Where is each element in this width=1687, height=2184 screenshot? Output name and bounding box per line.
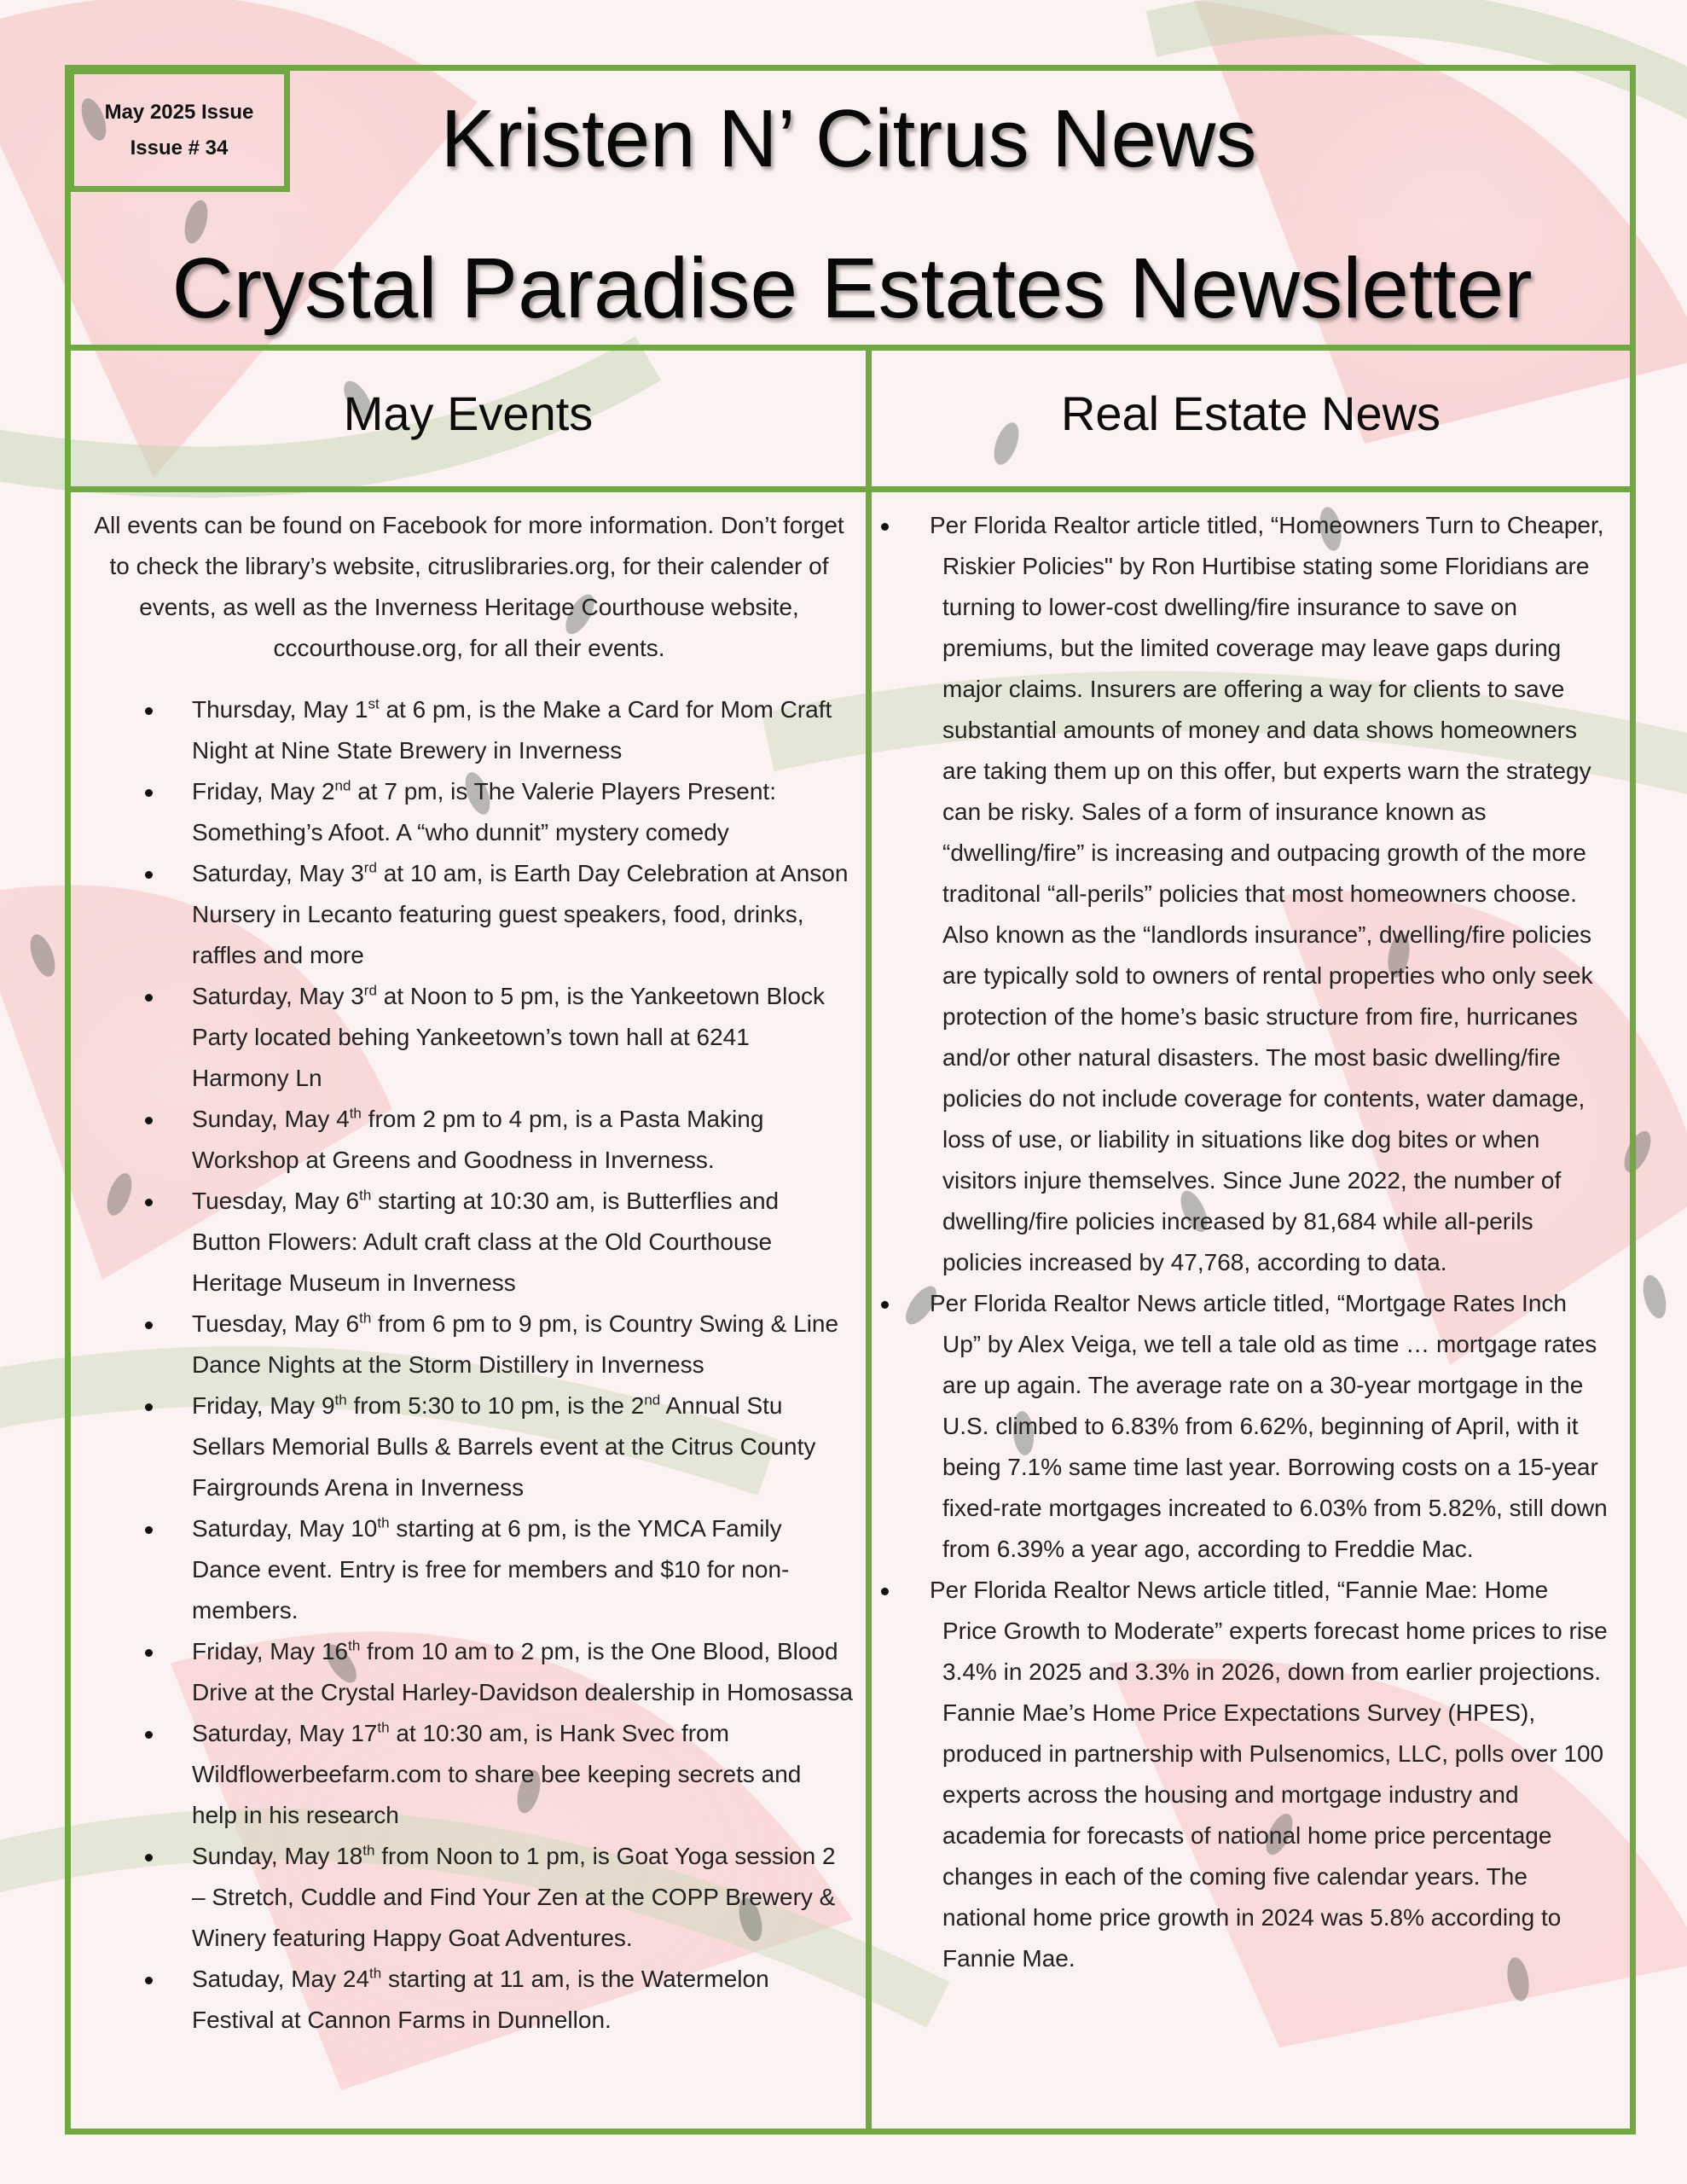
frame-top — [65, 65, 1636, 71]
news-item: Per Florida Realtor News article titled, “Fannie Mae: Home Price Growth to Moderate” experts forecast home prices to rise 3.4% in 2025 and 3.3% in 2026, down from earlier projections. Fannie Mae’s Home Price Expectations Survey (HPES), produced in partnership with Pulsenomics, LLC, polls over 100 experts across the housing and mortgage industry and academia for forecasts of national home price percentage changes in each of the coming five calendar years. The national home price growth in 2024 was 5.8% according to Fannie Mae. — [878, 1570, 1608, 1979]
bullet-icon — [145, 1526, 153, 1534]
column-divider — [866, 345, 872, 2135]
bullet-icon — [145, 1854, 153, 1862]
bullet-icon — [881, 523, 889, 531]
events-heading: May Events — [343, 386, 594, 440]
bullet-icon — [145, 1731, 153, 1739]
event-item: Saturday, May 17th at 10:30 am, is Hank Svec from Wildflowerbeefarm.com to share bee keeping secrets and help in his research — [136, 1713, 853, 1836]
real-estate-heading: Real Estate News — [1060, 386, 1441, 440]
newsletter-title: Kristen N’ Citrus News — [440, 93, 1257, 184]
bullet-icon — [145, 1977, 153, 1984]
event-item: Saturday, May 10th starting at 6 pm, is the YMCA Family Dance event. Entry is free for members and $10 for non-members. — [136, 1508, 853, 1631]
column-header-divider — [65, 486, 1636, 492]
event-item: Satuday, May 24th starting at 11 am, is the Watermelon Festival at Cannon Farms in Dunnellon. — [136, 1959, 853, 2041]
newsletter-subtitle: Crystal Paradise Estates Newsletter — [171, 241, 1533, 336]
event-item: Friday, May 2nd at 7 pm, is The Valerie Players Present: Something’s Afoot. A “who dunnit” mystery comedy — [136, 771, 853, 853]
bullet-icon — [145, 1649, 153, 1657]
header-divider — [65, 345, 1636, 351]
bullet-icon — [145, 789, 153, 797]
events-intro: All events can be found on Facebook for more information. Don’t forget to check the library’s website, citruslibraries.org, for their calender of events, as well as the Inverness Heritage Courthouse website, cccourthouse.org, for all their events. — [94, 512, 844, 661]
real-estate-list — [878, 505, 1608, 1979]
event-item: Tuesday, May 6th from 6 pm to 9 pm, is Country Swing & Line Dance Nights at the Storm Distillery in Inverness — [136, 1304, 853, 1385]
news-item: Per Florida Realtor article titled, “Homeowners Turn to Cheaper, Riskier Policies" by Ron Hurtibise stating some Floridians are turning to lower-cost dwelling/fire insurance to save on premiums, but the limited coverage may leave gaps during major claims. Insurers are offering a way for clients to save substantial amounts of money and data shows homeowners are taking them up on this offer, but experts warn the strategy can be risky. Sales of a form of insurance known as “dwelling/fire” is increasing and outpacing growth of the more traditonal “all-perils” policies that most homeowners choose. Also known as the “landlords insurance”, dwelling/fire policies are typically sold to owners of rental properties who only seek protection of the home’s basic structure from fire, hurricanes and/or other natural disasters. The most basic dwelling/fire policies do not include coverage for contents, water damage, loss of use, or liability in situations like dog bites or when visitors injure themselves. Since June 2022, the number of dwelling/fire policies increased by 81,684 while all-perils policies increased by 47,768, according to data. — [878, 505, 1608, 1283]
bullet-icon — [145, 1321, 153, 1329]
event-item: Saturday, May 3rd at 10 am, is Earth Day Celebration at Anson Nursery in Lecanto featuring guest speakers, food, drinks, raffles and more — [136, 853, 853, 976]
issue-month: May 2025 Issue — [104, 100, 254, 124]
event-item: Friday, May 16th from 10 am to 2 pm, is the One Blood, Blood Drive at the Crystal Harley-Davidson dealership in Homosassa — [136, 1631, 853, 1713]
event-item: Tuesday, May 6th starting at 10:30 am, is Butterflies and Button Flowers: Adult craft class at the Old Courthouse Heritage Museum in Inverness — [136, 1181, 853, 1304]
event-item: Sunday, May 4th from 2 pm to 4 pm, is a Pasta Making Workshop at Greens and Goodness in Inverness. — [136, 1099, 853, 1181]
frame-bottom — [65, 2129, 1636, 2135]
event-item: Sunday, May 18th from Noon to 1 pm, is Goat Yoga session 2 – Stretch, Cuddle and Find Your Zen at the COPP Brewery & Winery featuring Happy Goat Adventures. — [136, 1836, 853, 1959]
bullet-icon — [145, 871, 153, 879]
frame-right — [1630, 65, 1636, 2135]
bullet-icon — [881, 1301, 889, 1309]
events-list — [136, 689, 853, 2041]
event-item: Friday, May 9th from 5:30 to 10 pm, is the 2nd Annual Stu Sellars Memorial Bulls & Barrels event at the Citrus County Fairgrounds Arena in Inverness — [136, 1385, 853, 1508]
event-item: Thursday, May 1st at 6 pm, is the Make a Card for Mom Craft Night at Nine State Brewery in Inverness — [136, 689, 853, 771]
bullet-icon — [145, 994, 153, 1002]
bullet-icon — [145, 707, 153, 715]
bullet-icon — [145, 1199, 153, 1206]
bullet-icon — [881, 1588, 889, 1595]
bullet-icon — [145, 1117, 153, 1124]
bullet-icon — [145, 1403, 153, 1411]
issue-box — [68, 68, 290, 192]
event-item: Saturday, May 3rd at Noon to 5 pm, is the Yankeetown Block Party located behing Yankeetown’s town hall at 6241 Harmony Ln — [136, 976, 853, 1099]
frame-left — [65, 65, 71, 2135]
news-item: Per Florida Realtor News article titled, “Mortgage Rates Inch Up” by Alex Veiga, we tell a tale old as time … mortgage rates are up again. The average rate on a 30-year mortgage in the U.S. climbed to 6.83% from 6.62%, beginning of April, with it being 7.1% same time last year. Borrowing costs on a 15-year fixed-rate mortgages increated to 6.03% from 5.82%, still down from 6.39% a year ago, according to Freddie Mac. — [878, 1283, 1608, 1570]
issue-number: Issue # 34 — [130, 136, 229, 160]
